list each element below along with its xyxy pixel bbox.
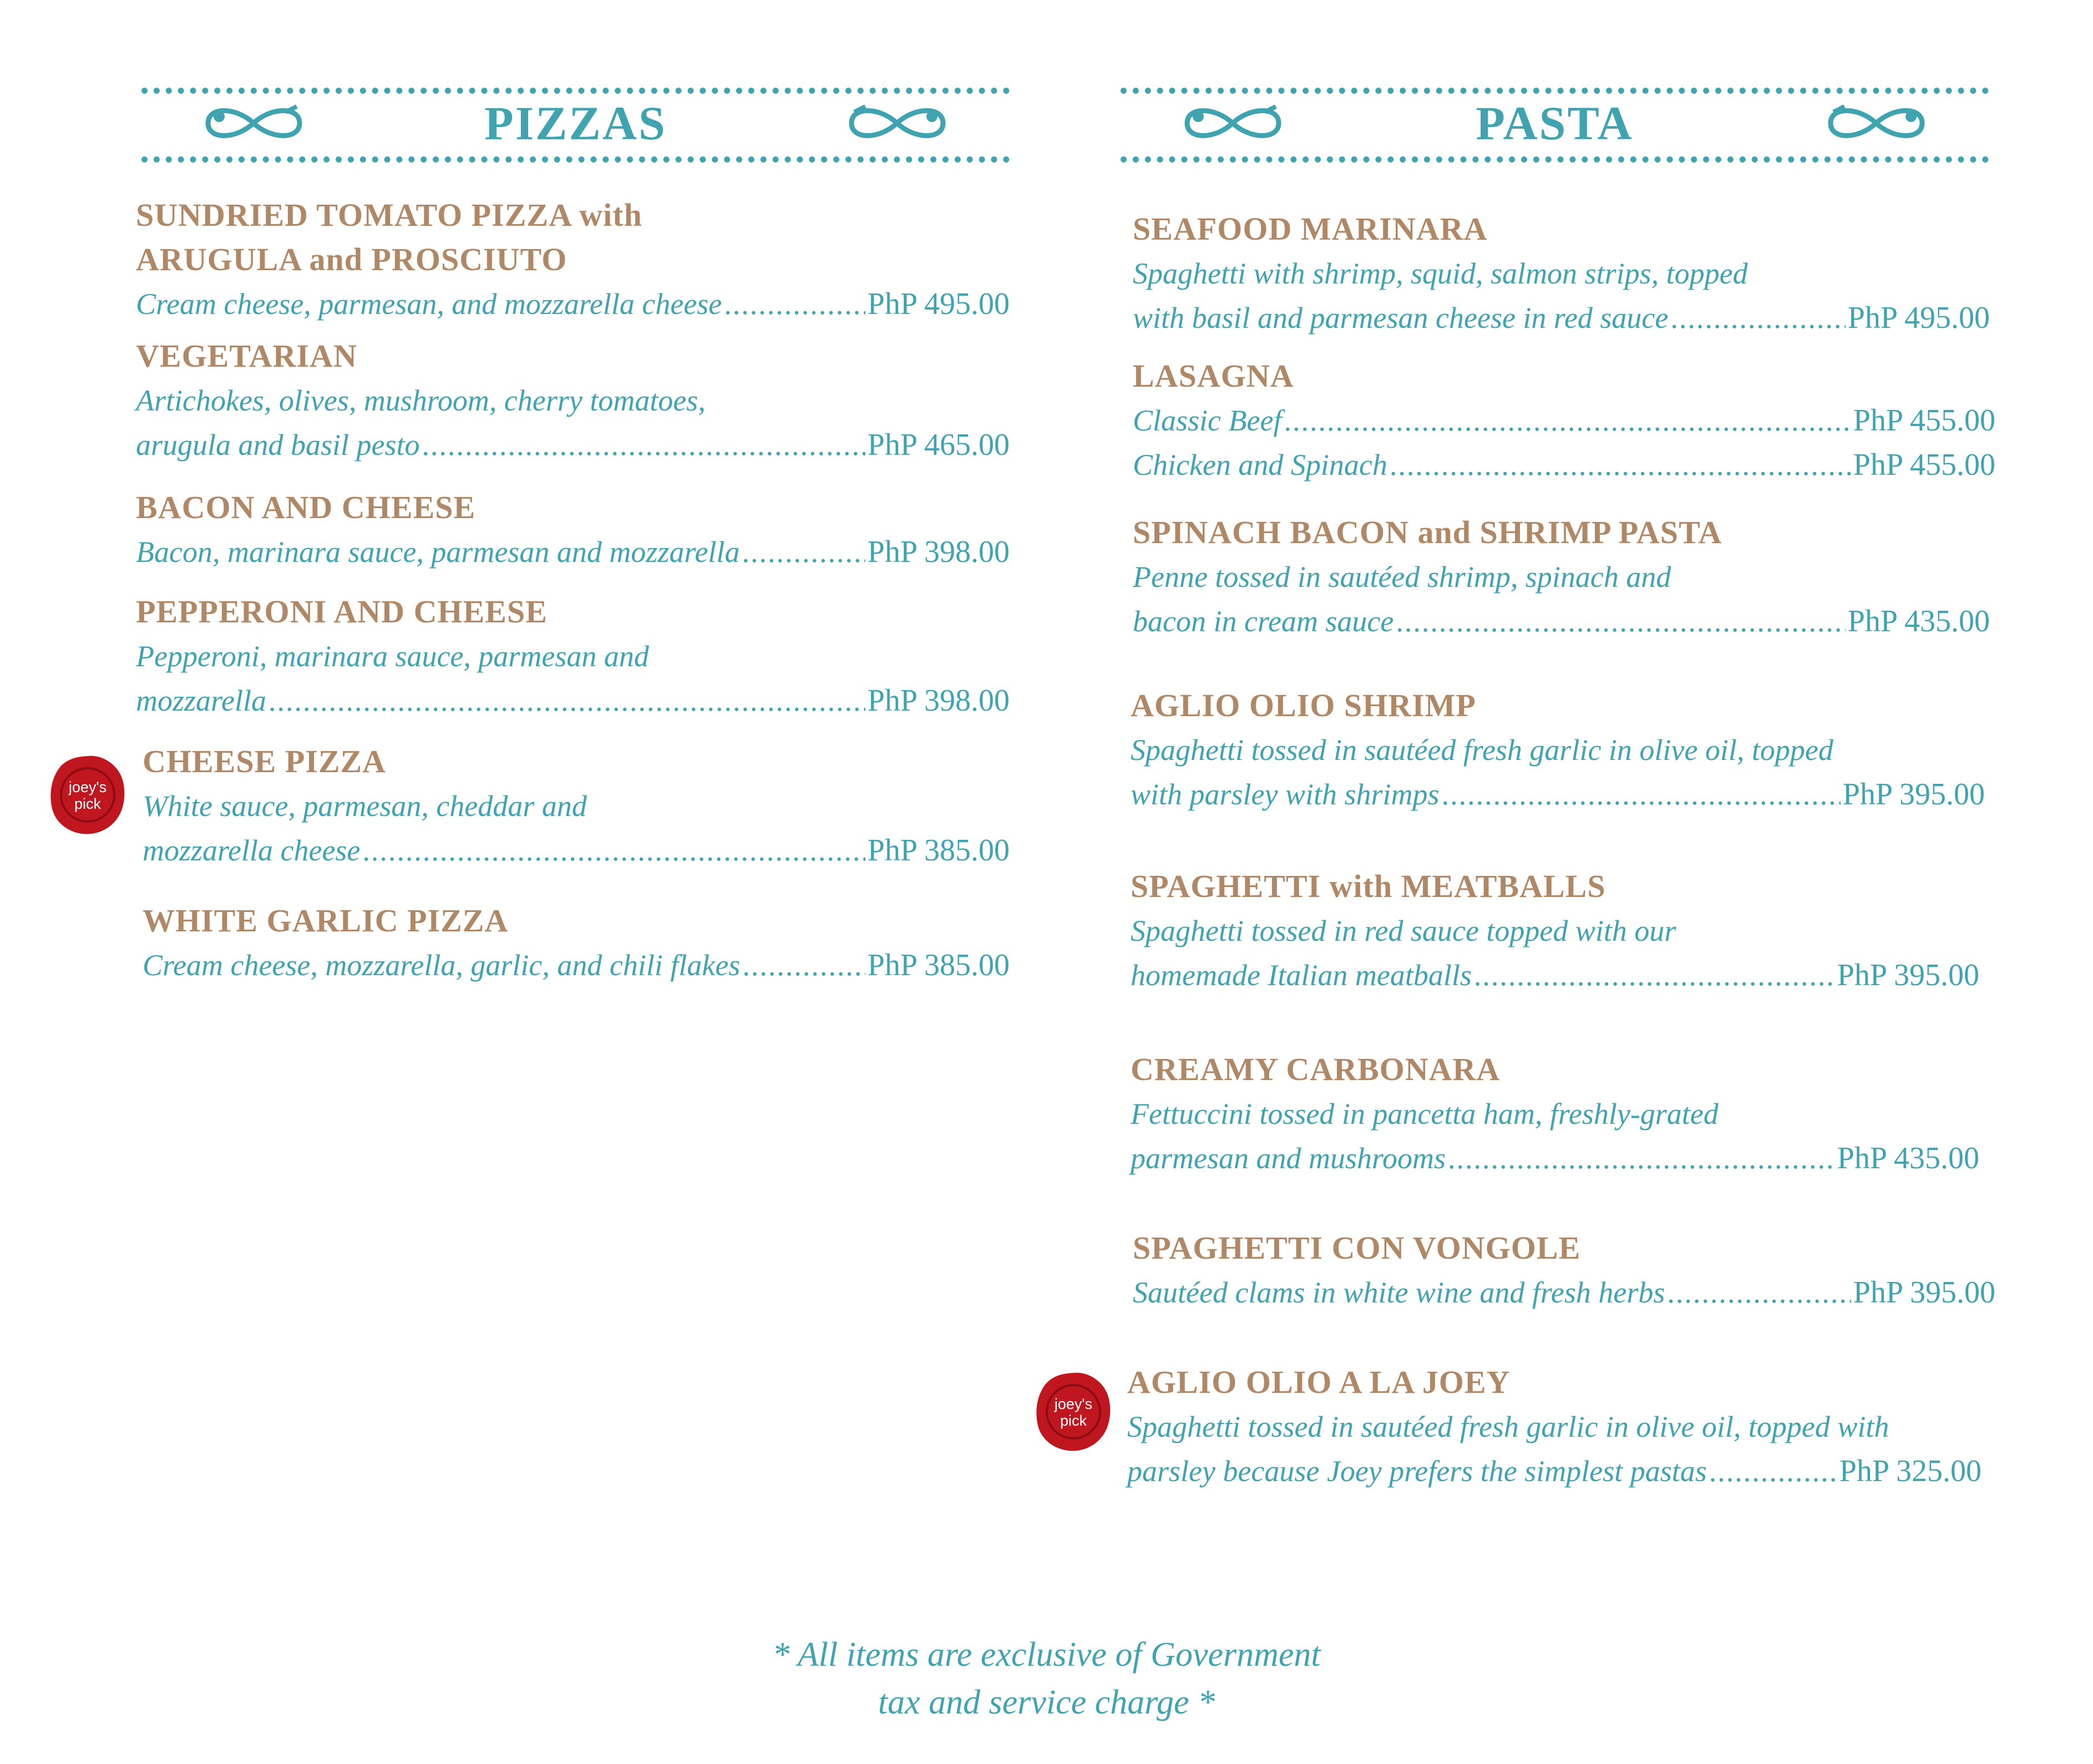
dot-leader <box>1670 296 1845 340</box>
dotted-divider <box>1121 156 1989 163</box>
item-description: Sautéed clams in white wine and fresh herbs <box>1133 1276 1665 1309</box>
menu-item <box>1131 864 1994 997</box>
item-description: Fettuccini tossed in pancetta ham, freshly-grated <box>1131 1097 1719 1131</box>
item-description: Penne tossed in sautéed shrimp, spinach and <box>1133 560 1671 594</box>
item-description: Cream cheese, mozzarella, garlic, and chili flakes <box>143 949 741 982</box>
item-name: SPINACH BACON and SHRIMP PASTA <box>1133 514 1722 550</box>
item-name: PEPPERONI AND CHEESE <box>136 594 548 630</box>
item-name: BACON AND CHEESE <box>136 489 476 525</box>
menu-item <box>1133 207 1994 340</box>
flourish-ornament-icon <box>1825 101 1928 145</box>
menu-item <box>1133 510 1994 643</box>
item-price: PhP 325.00 <box>1839 1454 1981 1488</box>
footer-line: tax and service charge * <box>878 1684 1215 1721</box>
item-price: PhP 398.00 <box>867 683 1010 718</box>
section-title: PIZZAS <box>484 97 667 150</box>
item-price: PhP 395.00 <box>1837 958 1979 992</box>
pizzas-header <box>136 0 1015 178</box>
item-price: PhP 395.00 <box>1842 777 1985 812</box>
item-price: PhP 495.00 <box>1847 301 1990 335</box>
item-price-line <box>1131 772 1985 817</box>
footer-note <box>0 1631 2093 1726</box>
badge-text: joey's <box>68 779 107 795</box>
flourish-ornament-icon <box>846 101 949 145</box>
item-price: PhP 455.00 <box>1853 403 1995 438</box>
dot-leader <box>268 678 865 723</box>
item-name: AGLIO OLIO A LA JOEY <box>1127 1364 1511 1400</box>
menu-item <box>1127 1360 1994 1493</box>
item-price-line <box>1131 953 1979 997</box>
item-price-line <box>1133 296 1990 340</box>
dot-leader <box>1667 1270 1851 1315</box>
badge-text: pick <box>74 795 102 812</box>
item-price-line <box>1133 443 1995 487</box>
item-description: Spaghetti with shrimp, squid, salmon strips, topped <box>1133 257 1748 290</box>
item-price: PhP 495.00 <box>867 287 1010 321</box>
item-name: VEGETARIAN <box>136 338 357 374</box>
footer-line: * All items are exclusive of Government <box>772 1636 1321 1674</box>
item-description: Pepperoni, marinara sauce, parmesan and <box>136 640 649 673</box>
dot-leader <box>1284 398 1851 443</box>
item-price-line <box>1133 599 1990 643</box>
item-description: bacon in cream sauce <box>1133 605 1394 638</box>
menu-item <box>1131 683 1994 817</box>
item-name: CHEESE PIZZA <box>143 743 387 779</box>
item-name: ARUGULA and PROSCIUTO <box>136 241 567 277</box>
item-name: WHITE GARLIC PIZZA <box>143 903 509 939</box>
item-description: arugula and basil pesto <box>136 428 420 462</box>
item-price: PhP 395.00 <box>1853 1275 1995 1310</box>
item-price-line <box>1131 1136 1979 1180</box>
item-price-line <box>136 530 1010 574</box>
menu-item <box>1133 354 1994 487</box>
item-name: LASAGNA <box>1133 358 1294 394</box>
item-price-line <box>136 678 1010 723</box>
dot-leader <box>1396 599 1845 643</box>
item-description: White sauce, parmesan, cheddar and <box>143 789 587 823</box>
joeys-pick-seal-icon <box>49 753 126 837</box>
item-price-line <box>143 943 1010 987</box>
menu-item <box>136 590 1015 723</box>
item-description: Cream cheese, parmesan, and mozzarella cheese <box>136 287 722 321</box>
item-description: with basil and parmesan cheese in red sauce <box>1133 301 1669 334</box>
dot-leader <box>742 530 865 574</box>
menu-item <box>143 899 1015 987</box>
item-price: PhP 385.00 <box>867 948 1010 982</box>
item-price-line <box>1133 398 1995 443</box>
item-price-line <box>136 282 1010 326</box>
menu-item <box>1131 1047 1994 1180</box>
item-price-line <box>1133 1270 1995 1315</box>
pasta-section <box>1115 0 1995 1488</box>
menu-item <box>136 334 1015 467</box>
dotted-divider <box>141 156 1010 163</box>
item-description: parmesan and mushrooms <box>1131 1142 1446 1175</box>
dot-leader <box>422 423 865 467</box>
joeys-pick-seal-icon <box>1035 1370 1112 1453</box>
item-description: Spaghetti tossed in sautéed fresh garlic in olive oil, topped <box>1131 733 1833 767</box>
pizzas-section <box>136 0 1015 982</box>
item-description: mozzarella cheese <box>143 834 361 867</box>
item-description: Artichokes, olives, mushroom, cherry tomatoes, <box>136 384 706 417</box>
item-name: CREAMY CARBONARA <box>1131 1051 1501 1087</box>
item-description: Classic Beef <box>1133 404 1282 437</box>
item-price: PhP 455.00 <box>1853 448 1995 482</box>
dot-leader <box>1442 772 1841 817</box>
menu-item <box>136 193 1015 326</box>
item-name: SPAGHETTI CON VONGOLE <box>1133 1230 1581 1266</box>
dotted-divider <box>1121 88 1989 94</box>
item-description: Spaghetti tossed in red sauce topped with our <box>1131 914 1676 947</box>
item-description: parsley because Joey prefers the simplest pastas <box>1127 1454 1707 1488</box>
item-name: SEAFOOD MARINARA <box>1133 211 1488 247</box>
item-name: AGLIO OLIO SHRIMP <box>1131 687 1476 723</box>
item-price: PhP 435.00 <box>1837 1141 1979 1175</box>
item-price-line <box>1127 1449 1981 1493</box>
badge-text: joey's <box>1054 1396 1093 1412</box>
item-description: with parsley with shrimps <box>1131 778 1440 811</box>
item-price: PhP 435.00 <box>1847 604 1990 638</box>
item-description: Spaghetti tossed in sautéed fresh garlic in olive oil, topped with <box>1127 1410 1889 1443</box>
item-name: SPAGHETTI with MEATBALLS <box>1131 868 1606 904</box>
dot-leader <box>1709 1449 1837 1493</box>
pasta-header <box>1115 0 1994 178</box>
item-price-line <box>136 423 1010 467</box>
item-price-line <box>143 828 1010 873</box>
menu-item <box>1133 1226 1994 1315</box>
menu-item <box>136 485 1015 574</box>
item-description: Chicken and Spinach <box>1133 448 1387 481</box>
item-price: PhP 465.00 <box>867 428 1010 462</box>
section-title: PASTA <box>1476 97 1634 150</box>
item-description: mozzarella <box>136 684 267 717</box>
dot-leader <box>1390 443 1851 487</box>
item-description: homemade Italian meatballs <box>1131 959 1472 992</box>
dot-leader <box>742 943 865 987</box>
item-price: PhP 398.00 <box>867 535 1010 569</box>
dot-leader <box>724 282 865 326</box>
badge-text: pick <box>1060 1412 1087 1429</box>
menu-item <box>143 739 1015 873</box>
item-name: SUNDRIED TOMATO PIZZA with <box>136 197 642 233</box>
dot-leader <box>1448 1136 1835 1180</box>
dot-leader <box>1474 953 1835 997</box>
dotted-divider <box>141 88 1010 94</box>
item-price: PhP 385.00 <box>867 833 1010 868</box>
item-description: Bacon, marinara sauce, parmesan and mozzarella <box>136 535 740 569</box>
dot-leader <box>362 828 865 873</box>
